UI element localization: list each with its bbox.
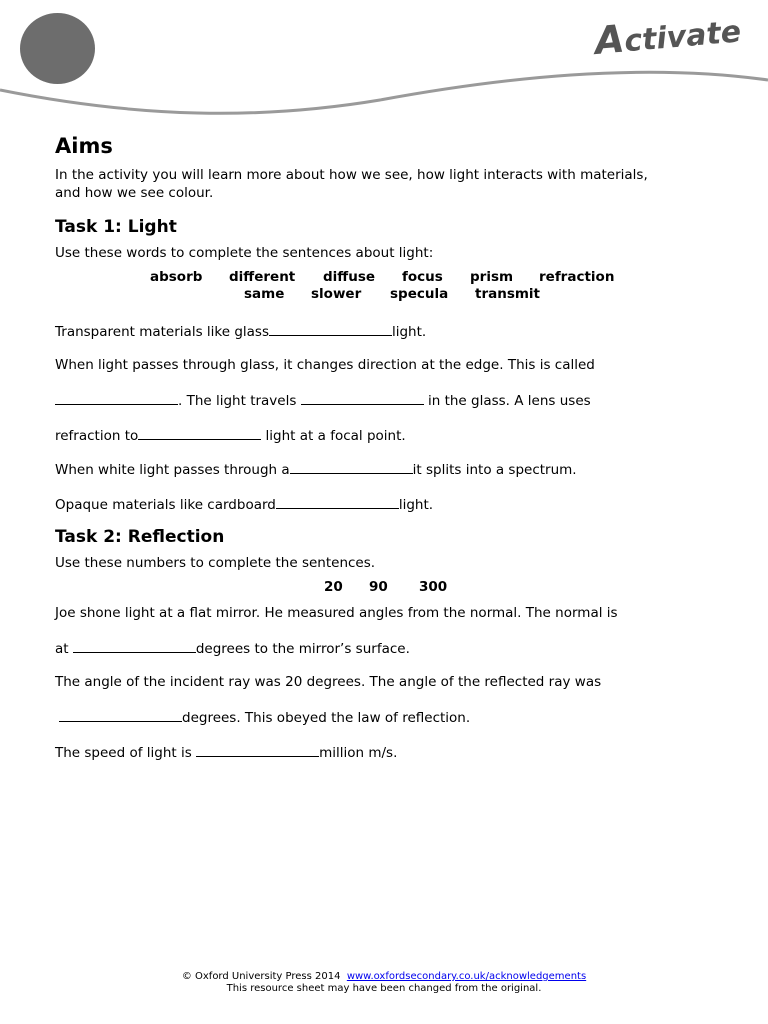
word-bank-item: refraction: [539, 269, 615, 285]
task2-instruction: Use these numbers to complete the sentences.: [55, 555, 376, 571]
task2-sentence-3: The angle of the incident ray was 20 degrees. The angle of the reflected ray was: [55, 674, 602, 690]
footer-line-1: [0, 971, 768, 983]
number-bank-item: 300: [419, 579, 448, 595]
answer-blank[interactable]: [59, 707, 182, 722]
task2-sentence-2: at degrees to the mirror’s surface.: [55, 638, 410, 658]
number-bank-item: 90: [369, 579, 388, 595]
task1-heading: Task 1: Light: [55, 217, 177, 237]
logo-text: ctivate: [622, 14, 743, 60]
footer: [0, 971, 768, 995]
answer-blank[interactable]: [269, 321, 392, 336]
task1-sentence-5: When white light passes through a it splits into a spectrum.: [55, 459, 577, 479]
task1-sentence-4: refraction to light at a focal point.: [55, 425, 406, 445]
word-bank-row1: [150, 269, 614, 285]
answer-blank[interactable]: [290, 459, 413, 474]
activate-logo: [592, 14, 762, 64]
word-bank-item: transmit: [475, 286, 541, 302]
aims-text: In the activity you will learn more about how we see, how light interacts with materials, and how we see colour.: [55, 167, 648, 201]
word-bank-item: focus: [402, 269, 443, 285]
answer-blank[interactable]: [276, 494, 399, 509]
copyright-text: © Oxford University Press 2014: [181, 971, 341, 982]
word-bank-item: slower: [311, 286, 362, 302]
acknowledgements-link[interactable]: www.oxfordsecondary.co.uk/acknowledgements: [346, 971, 587, 982]
task2-sentence-4: degrees. This obeyed the law of reflection.: [59, 707, 470, 727]
word-bank-item: diffuse: [323, 269, 376, 285]
answer-blank[interactable]: [301, 390, 424, 405]
svg-text:Activate: Activate: [592, 14, 743, 63]
task2-heading: Task 2: Reflection: [55, 527, 225, 547]
task2-sentence-5: The speed of light is million m/s.: [55, 742, 397, 762]
number-bank: [324, 579, 447, 595]
answer-blank[interactable]: [55, 390, 178, 405]
task2-sentence-1: Joe shone light at a flat mirror. He measured angles from the normal. The normal is: [55, 605, 618, 621]
word-bank-row2: [244, 286, 540, 302]
footer-note: This resource sheet may have been changed from the original.: [226, 983, 542, 994]
word-bank-item: same: [244, 286, 285, 302]
word-bank-item: prism: [470, 269, 514, 285]
answer-blank[interactable]: [73, 638, 196, 653]
task1-sentence-2: When light passes through glass, it changes direction at the edge. This is called: [55, 357, 595, 373]
word-bank-item: different: [229, 269, 296, 285]
word-bank-item: absorb: [150, 269, 203, 285]
task1-sentence-3: . The light travels in the glass. A lens uses: [55, 390, 591, 410]
task1-sentence-1: Transparent materials like glass light.: [55, 321, 426, 341]
task1-sentence-6: Opaque materials like cardboard light.: [55, 494, 433, 514]
task1-instruction: Use these words to complete the sentences about light:: [55, 245, 434, 261]
number-bank-item: 20: [324, 579, 343, 595]
answer-blank[interactable]: [196, 742, 319, 757]
answer-blank[interactable]: [138, 425, 261, 440]
aims-heading: Aims: [55, 134, 113, 158]
word-bank-item: specula: [390, 286, 449, 302]
